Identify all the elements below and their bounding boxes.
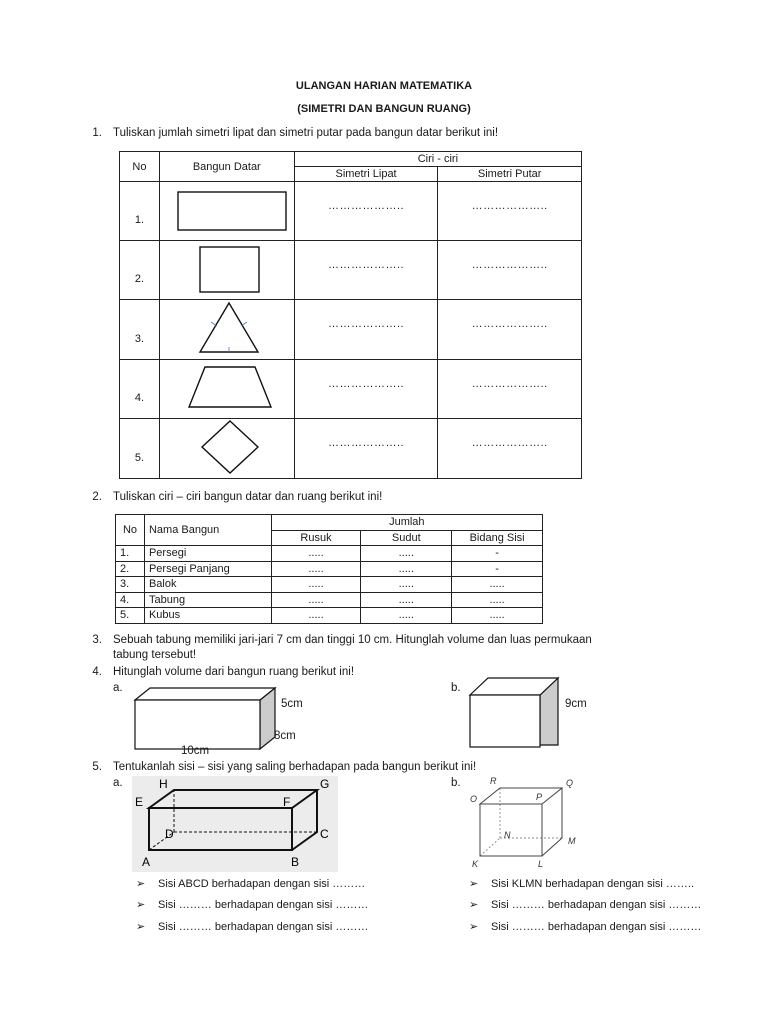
cuboid-height-label: 5cm [281,698,303,710]
bidang-sisi-blank[interactable]: ..... [452,592,543,608]
bullet-text: Sisi ABCD berhadapan dengan sisi ……… [158,878,366,890]
vertex-q-label: Q [566,778,574,788]
header-sudut: Sudut [361,530,452,546]
rusuk-blank[interactable]: ..... [271,546,361,562]
shape-cell [159,419,294,479]
shape-cell [159,241,294,300]
vertex-n-label: N [504,830,511,840]
vertex-p-label: P [536,792,543,802]
cube-figure [466,674,562,750]
question-1-text: Tuliskan jumlah simetri lipat dan simetri putar pada bangun datar berikut ini! [113,127,499,139]
question-4b-label: b. [451,682,461,694]
question-4-number: 4. [92,666,102,678]
bullet-text: Sisi ……… berhadapan dengan sisi ……… [491,921,702,933]
table-row [116,561,543,577]
row-number: 3. [116,577,145,593]
trapezoid-shape [167,363,287,413]
simetri-putar-blank[interactable]: ……………….. [438,182,582,241]
table-row [116,608,543,624]
sudut-blank[interactable]: ..... [361,608,452,624]
triangle-shape [167,300,287,356]
question-5-number: 5. [92,761,102,773]
vertex-l-label: L [538,859,544,869]
question-4-text: Hitunglah volume dari bangun ruang berikut ini! [113,666,355,678]
right-bullet-item [469,898,701,911]
question-3-text-line2: tabung tersebut! [113,649,197,661]
page-title: ULANGAN HARIAN MATEMATIKA [295,80,473,92]
bidang-sisi-blank[interactable]: - [452,546,543,562]
arrow-bullet-icon: ➢ [136,878,146,890]
page-subtitle: (SIMETRI DAN BANGUN RUANG) [297,103,471,115]
simetri-lipat-blank[interactable]: ……………….. [294,360,438,419]
row-number: 3. [120,300,160,360]
header-bidang-sisi: Bidang Sisi [452,530,543,546]
sudut-blank[interactable]: ..... [361,577,452,593]
bidang-sisi-blank[interactable]: ..... [452,577,543,593]
table-row [116,592,543,608]
vertex-r-label: R [490,776,497,786]
wide-rectangle-shape [167,185,287,235]
row-number: 2. [116,561,145,577]
question-1-number: 1. [92,127,102,139]
shape-name: Persegi Panjang [144,561,271,577]
header-no: No [120,152,160,182]
table-row [116,546,543,562]
arrow-bullet-icon: ➢ [469,878,479,890]
simetri-lipat-blank[interactable]: ……………….. [294,300,438,360]
question-4a-label: a. [113,682,123,694]
table-row [120,182,582,241]
row-number: 4. [120,360,160,419]
row-number: 5. [116,608,145,624]
cube-side-label: 9cm [565,698,587,710]
symmetry-table [119,151,582,479]
right-bullet-item [469,877,694,890]
rusuk-blank[interactable]: ..... [271,561,361,577]
question-3-number: 3. [92,634,102,646]
shape-name: Kubus [144,608,271,624]
row-number: 1. [120,182,160,241]
shape-name: Balok [144,577,271,593]
row-number: 2. [120,241,160,300]
rusuk-blank[interactable]: ..... [271,592,361,608]
row-number: 4. [116,592,145,608]
question-2-text: Tuliskan ciri – ciri bangun datar dan ruang berikut ini! [113,491,383,503]
rusuk-blank[interactable]: ..... [271,608,361,624]
cuboid-figure [130,683,290,755]
sudut-blank[interactable]: ..... [361,561,452,577]
rectangle-shape [167,243,287,295]
row-number: 1. [116,546,145,562]
properties-table [115,514,543,624]
bullet-text: Sisi ……… berhadapan dengan sisi ……… [491,899,702,911]
header-simetri-putar: Simetri Putar [438,167,582,182]
question-5b-label: b. [451,777,461,789]
labeled-cuboid-figure [132,776,338,872]
header-no: No [116,515,145,546]
question-5-text: Tentukanlah sisi – sisi yang saling berhadapan pada bangun berikut ini! [113,761,477,773]
bullet-text: Sisi ……… berhadapan dengan sisi ……… [158,921,369,933]
left-bullet-item [136,877,365,890]
simetri-putar-blank[interactable]: ……………….. [438,419,582,479]
cuboid-length-label: 10cm [181,745,210,757]
vertex-o-label: O [470,794,478,804]
arrow-bullet-icon: ➢ [469,921,479,933]
vertex-g-label: G [320,777,330,791]
shape-name: Tabung [144,592,271,608]
table-row [116,577,543,593]
vertex-m-label: M [568,836,576,846]
question-5a-label: a. [113,777,123,789]
shape-cell [159,360,294,419]
bullet-text: Sisi KLMN berhadapan dengan sisi …….. [491,878,694,890]
header-simetri-lipat: Simetri Lipat [294,167,438,182]
left-bullet-item [136,920,368,933]
shape-cell [159,182,294,241]
header-nama-bangun: Nama Bangun [144,515,271,546]
table-row [120,419,582,479]
header-rusuk: Rusuk [271,530,361,546]
vertex-c-label: C [320,827,329,841]
question-2-number: 2. [92,491,102,503]
shape-name: Persegi [144,546,271,562]
rhombus-shape [167,419,287,475]
question-3-text-line1: Sebuah tabung memiliki jari-jari 7 cm dan tinggi 10 cm. Hitunglah volume dan luas permukaan [113,634,592,646]
simetri-lipat-blank[interactable]: ……………….. [294,241,438,300]
header-ciri: Ciri - ciri [294,152,581,167]
simetri-putar-blank[interactable]: ……………….. [438,241,582,300]
simetri-putar-blank[interactable]: ……………….. [438,360,582,419]
simetri-putar-blank[interactable]: ……………….. [438,300,582,360]
vertex-h-label: H [159,777,168,791]
row-number: 5. [120,419,160,479]
bullet-text: Sisi ……… berhadapan dengan sisi ……… [158,899,369,911]
cuboid-depth-label: 8cm [274,730,296,742]
right-bullet-item [469,920,701,933]
simetri-lipat-blank[interactable]: ……………….. [294,182,438,241]
header-jumlah: Jumlah [271,515,542,531]
table-row [120,360,582,419]
simetri-lipat-blank[interactable]: ……………….. [294,419,438,479]
table-row [120,300,582,360]
vertex-a-label: A [142,855,151,869]
sudut-blank[interactable]: ..... [361,592,452,608]
table-row [120,241,582,300]
vertex-d-label: D [165,827,174,841]
vertex-f-label: F [283,795,291,809]
arrow-bullet-icon: ➢ [136,899,146,911]
vertex-b-label: B [291,855,300,869]
bidang-sisi-blank[interactable]: - [452,561,543,577]
arrow-bullet-icon: ➢ [469,899,479,911]
labeled-cube-figure [466,776,586,870]
vertex-k-label: K [472,859,479,869]
shape-cell [159,300,294,360]
left-bullet-item [136,898,368,911]
rusuk-blank[interactable]: ..... [271,577,361,593]
vertex-e-label: E [135,795,144,809]
sudut-blank[interactable]: ..... [361,546,452,562]
bidang-sisi-blank[interactable]: ..... [452,608,543,624]
arrow-bullet-icon: ➢ [136,921,146,933]
header-bangun-datar: Bangun Datar [159,152,294,182]
